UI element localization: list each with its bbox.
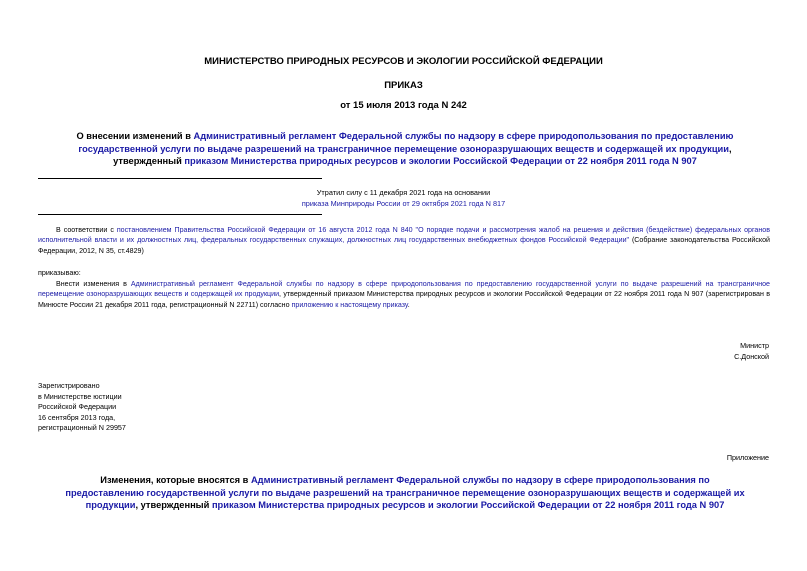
title-text-1: О внесении изменений в — [76, 131, 194, 141]
signature-name: С.Донской — [734, 351, 769, 361]
body-text-3: . — [407, 300, 410, 309]
doc-type: ПРИКАЗ — [384, 80, 423, 91]
appendix-link-order[interactable]: приказом Министерства природных ресурсов и экологии Российской Федерации от 22 ноября 2011 года N 907 — [211, 500, 725, 510]
title-text-2: , утвержденный — [113, 143, 732, 166]
registration-line-2: в Министерстве юстиции — [38, 391, 122, 401]
appendix-text-1: Изменения, которые вносятся в — [100, 475, 251, 485]
registration-line-1: Зарегистрировано — [38, 381, 100, 390]
preamble-text-1: В соответствии с — [56, 226, 117, 234]
appendix-title — [60, 474, 750, 512]
body-link-appendix[interactable]: приложению к настоящему приказу — [291, 300, 408, 309]
appendix-text-2: , утвержденный — [135, 500, 212, 510]
body-paragraph — [38, 279, 770, 310]
body-text-2: , утвержденный приказом Министерства природных ресурсов и экологии Российской Федерации от 22 ноября 2011 года N 907 (зарегистрирован в Минюсте России 21 декабря 2011 года, регистрационный N 22711) согласно — [38, 290, 770, 309]
notice-line: Утратил силу с 11 декабря 2021 года на основании — [316, 188, 491, 197]
notice-link[interactable]: приказа Минприроды России от 29 октября 2021 года N 817 — [301, 198, 506, 208]
divider-bottom — [38, 214, 322, 215]
date-number: от 15 июля 2013 года N 242 — [340, 100, 467, 111]
title-link-order[interactable]: приказом Министерства природных ресурсов и экологии Российской Федерации от 22 ноября 2011 года N 907 — [184, 156, 697, 166]
body-text-1: Внести изменения в — [56, 280, 131, 288]
preamble-link-decree[interactable]: постановлением Правительства Российской Федерации от 16 августа 2012 года N 840 "О порядке подачи и рассмотрения жалоб на решения и действия (бездействие) федеральных органов исполнительной власти и их должностных лиц, федеральных государственных служащих, должностных лиц государственных внебюджетных фондов Российской Федерации" — [38, 226, 771, 245]
appendix-label: Приложение — [726, 453, 769, 462]
registration-line-3: Российской Федерации — [38, 402, 117, 411]
registration-block — [38, 381, 126, 434]
signature-role: Министр — [740, 341, 769, 350]
document-title — [60, 130, 750, 168]
appendix-link-regulation[interactable]: Административный регламент Федеральной службы по надзору в сфере природопользования по предоставлению государственной услуги по выдаче разрешений на трансграничное перемещение озоноразрушающих веществ и содержащей их продукции — [65, 475, 745, 510]
ministry-heading: МИНИСТЕРСТВО ПРИРОДНЫХ РЕСУРСОВ И ЭКОЛОГИИ РОССИЙСКОЙ ФЕДЕРАЦИИ — [204, 56, 603, 67]
registration-line-5: регистрационный N 29957 — [38, 423, 126, 432]
preamble-text-2: (Собрание законодательства Российской Федерации, 2012, N 35, ст.4829) — [38, 236, 771, 255]
divider-top — [38, 178, 322, 179]
body-link-regulation[interactable]: Административный регламент Федеральной службы по надзору в сфере природопользования по предоставлению государственной услуги по выдаче разрешений на трансграничное перемещение озоноразрушающих веществ и содержащей их продукции — [38, 280, 770, 299]
validity-notice — [0, 188, 807, 209]
order-word: приказываю: — [38, 268, 81, 277]
signature-block — [734, 341, 769, 362]
title-link-regulation[interactable]: Административный регламент Федеральной службы по надзору в сфере природопользования по предоставлению государственной услуги по выдаче разрешений на трансграничное перемещение озоноразрушающих веществ и содержащей их продукции — [78, 131, 734, 154]
registration-line-4: 16 сентября 2013 года, — [38, 412, 116, 422]
preamble-paragraph — [38, 225, 770, 256]
